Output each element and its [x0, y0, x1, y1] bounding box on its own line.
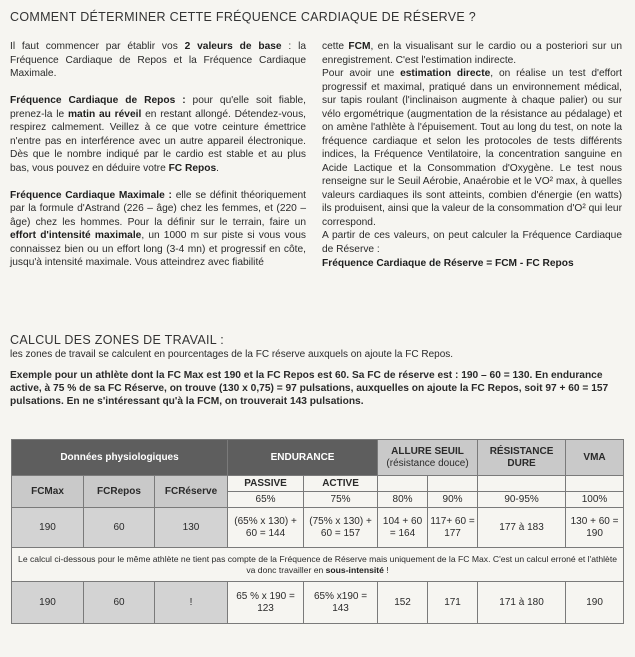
header-vma: VMA	[566, 440, 624, 476]
col-fcrepos: FCRepos	[84, 476, 155, 508]
col-passive: PASSIVE	[228, 476, 304, 492]
cell: (65% x 130) + 60 = 144	[228, 508, 304, 548]
paragraph-fcm: cette FCM, en la visualisant sur le cardio ou a posteriori sur un enregistrement. C'est l'estimation indirecte.	[322, 41, 622, 66]
right-column	[322, 40, 622, 284]
pct-100: 100%	[566, 492, 624, 508]
example-paragraph: Exemple pour un athlète dont la FC Max est 190 et la FC Repos est 60. Sa FC de réserve est : 190 – 60 = 130. En endurance active, à 75 % de sa FC Réserve, on trouve (130 x 0,75) = 97 pulsations, auxquelles on ajoute la FC Repos, soit 97 + 60 = 157 pulsations. En ne s'intéressant qu'à la FCM, on trouverait 143 pulsations.	[10, 370, 609, 407]
cell: 65 % x 190 = 123	[228, 582, 304, 624]
paragraph-fc-repos: Fréquence Cardiaque de Repos : pour qu'elle soit fiable, prenez-la le matin au réveil en restant allongé. Détendez-vous, respirez calmement. Veillez à ce que votre ceinture émettrice n'entre pas en interférence avec un autre appareil électronique. Dès que le nombre indiqué par le cardio est stable et au plus bas, vous pouvez en déduire votre FC Repos.	[10, 95, 306, 174]
cell: 60	[84, 508, 155, 548]
left-column	[10, 40, 306, 283]
cell: 117+ 60 = 177	[428, 508, 478, 548]
pct-90-95: 90-95%	[478, 492, 566, 508]
formula: Fréquence Cardiaque de Réserve = FCM - FC Repos	[322, 258, 574, 269]
blank-vma	[566, 476, 624, 492]
pct-80: 80%	[378, 492, 428, 508]
pct-90: 90%	[428, 492, 478, 508]
col-fcreserve: FCRéserve	[155, 476, 228, 508]
blank-seuil-2	[428, 476, 478, 492]
table-note: Le calcul ci-dessous pour le même athlète ne tient pas compte de la Fréquence de Réserve mais uniquement de la FC Max. C'est un calcul erroné et l'athlète va donc travailler en sous-intensité !	[12, 548, 624, 582]
cell: 190	[566, 582, 624, 624]
cell: 130	[155, 508, 228, 548]
cell: 104 + 60 = 164	[378, 508, 428, 548]
cell: (75% x 130) + 60 = 157	[304, 508, 378, 548]
cell: !	[155, 582, 228, 624]
header-endurance: ENDURANCE	[228, 440, 378, 476]
pct-65: 65%	[228, 492, 304, 508]
header-resistance: RÉSISTANCE DURE	[478, 440, 566, 476]
blank-resistance	[478, 476, 566, 492]
paragraph-fc-max: Fréquence Cardiaque Maximale : elle se définit théoriquement par la formule d'Astrand (226 – âge) chez les femmes, et (220 – âge) chez les hommes. Pour la définir sur le terrain, faire un effort d'intensité maximale, un 1000 m sur piste si vous vous connaissez bien ou un effort long (3-4 mn) et progressif en côte, jusqu'à intensité maximale. Vous atteindrez avec fiabilité	[10, 189, 306, 268]
cell: 130 + 60 = 190	[566, 508, 624, 548]
header-allure-seuil: ALLURE SEUIL (résistance douce)	[378, 440, 478, 476]
section-title-frequence: COMMENT DÉTERMINER CETTE FRÉQUENCE CARDIAQUE DE RÉSERVE ?	[10, 10, 477, 24]
table-row	[12, 508, 624, 548]
cell: 190	[12, 582, 84, 624]
col-active: ACTIVE	[304, 476, 378, 492]
cell: 60	[84, 582, 155, 624]
blank-seuil	[378, 476, 428, 492]
pct-75: 75%	[304, 492, 378, 508]
section-title-zones: CALCUL DES ZONES DE TRAVAIL :	[10, 333, 225, 347]
paragraph-estimation-directe: Pour avoir une estimation directe, on réalise un test d'effort progressif et maximal, pratiqué dans un environnement médical, sur tapis roulant (l'inclinaison augmente à chaque palier) ou sur vélo ergométrique (augmentation de la résistance au pédalage) et on amène l'athlète à l'épuisement. Tout au long du test, on note la fréquence cardiaque et selon les protocoles de tests différents indices, la Fréquence Ventilatoire, la concentration sanguine en Acide Lactique et la Consommation d'Oxygène. Le test nous renseigne sur le Seuil Aérobie, Anaérobie et le VO² max, à quelles valeurs cardiaques ils sont atteints, combien d'énergie (en watts) ils produisent, ainsi que la valeur de la consommation d'O² qui leur correspond.	[322, 68, 622, 228]
cell: 171	[428, 582, 478, 624]
cell: 65% x190 = 143	[304, 582, 378, 624]
paragraph-intro: Il faut commencer par établir vos 2 valeurs de base : la Fréquence Cardiaque de Repos et la Fréquence Cardiaque Maximale.	[10, 41, 307, 79]
cell: 152	[378, 582, 428, 624]
cell: 177 à 183	[478, 508, 566, 548]
table-row	[12, 582, 624, 624]
cell: 171 à 180	[478, 582, 566, 624]
header-donnees: Données physiologiques	[12, 440, 228, 476]
zones-intro: les zones de travail se calculent en pourcentages de la FC réserve auxquels on ajoute la FC Repos.	[10, 349, 454, 360]
zones-table	[11, 439, 624, 624]
col-fcmax: FCMax	[12, 476, 84, 508]
cell: 190	[12, 508, 84, 548]
paragraph-calcul: A partir de ces valeurs, on peut calculer la Fréquence Cardiaque de Réserve :	[322, 230, 622, 255]
